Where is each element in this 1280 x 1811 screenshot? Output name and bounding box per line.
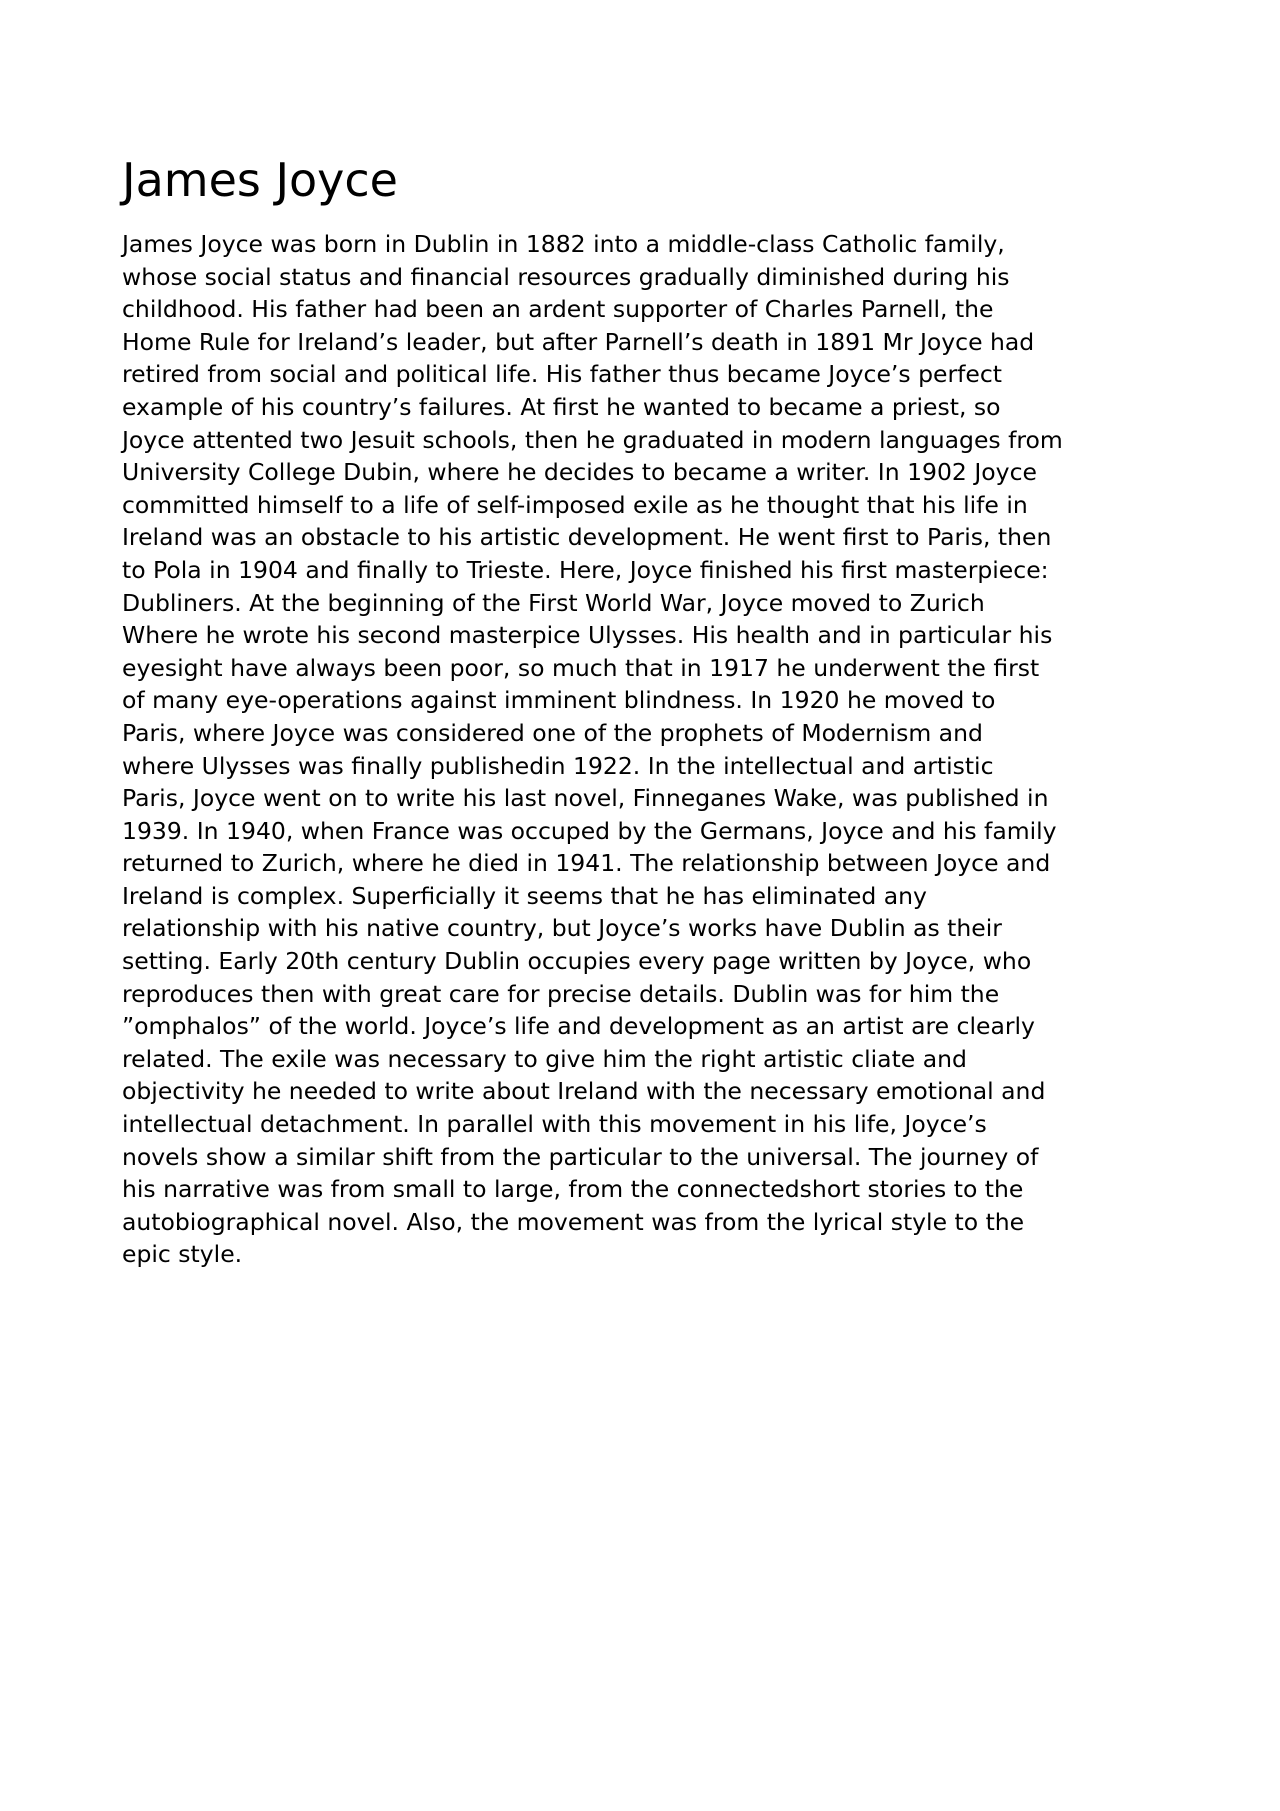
body-line: Joyce attented two Jesuit schools, then he graduated in modern languages from: [122, 425, 1063, 454]
body-line: Dubliners. At the beginning of the First World War, Joyce moved to Zurich: [122, 588, 985, 617]
body-line: of many eye-operations against imminent blindness. In 1920 he moved to: [122, 686, 996, 715]
document-body: [122, 228, 1182, 1271]
body-line: returned to Zurich, where he died in 1941. The relationship between Joyce and: [122, 849, 1051, 878]
body-line: ”omphalos” of the world. Joyce’s life and development as an artist are clearly: [122, 1012, 1035, 1041]
body-line: objectivity he needed to write about Ireland with the necessary emotional and: [122, 1077, 1046, 1106]
body-line: retired from social and political life. His father thus became Joyce’s perfect: [122, 360, 1002, 389]
body-line: Where he wrote his second masterpice Ulysses. His health and in particular his: [122, 621, 1053, 650]
body-line: childhood. His father had been an ardent supporter of Charles Parnell, the: [122, 295, 994, 324]
body-line: 1939. In 1940, when France was occuped by the Germans, Joyce and his family: [122, 816, 1057, 845]
body-line: related. The exile was necessary to give him the right artistic cliate and: [122, 1044, 967, 1073]
body-line: example of his country’s failures. At first he wanted to became a priest, so: [122, 392, 1001, 421]
body-line: Ireland was an obstacle to his artistic development. He went first to Paris, then: [122, 523, 1052, 552]
body-line: autobiographical novel. Also, the movement was from the lyrical style to the: [122, 1207, 1025, 1236]
body-line: Paris, Joyce went on to write his last novel, Finneganes Wake, was published in: [122, 784, 1049, 813]
body-line: eyesight have always been poor, so much that in 1917 he underwent the first: [122, 653, 1040, 682]
body-line: relationship with his native country, but Joyce’s works have Dublin as their: [122, 914, 1002, 943]
document-title: James Joyce: [122, 153, 398, 207]
body-line: James Joyce was born in Dublin in 1882 into a middle-class Catholic family,: [122, 230, 1005, 258]
body-line: Ireland is complex. Superficially it seems that he has eliminated any: [122, 881, 927, 910]
body-line: University College Dubin, where he decides to became a writer. In 1902 Joyce: [122, 458, 1037, 487]
body-line: whose social status and financial resources gradually diminished during his: [122, 262, 1010, 291]
body-line: Home Rule for Ireland’s leader, but after Parnell’s death in 1891 Mr Joyce had: [122, 327, 1035, 356]
body-line: setting. Early 20th century Dublin occupies every page written by Joyce, who: [122, 947, 1032, 976]
body-line: committed himself to a life of self-imposed exile as he thought that his life in: [122, 490, 1028, 519]
body-line: reproduces then with great care for precise details. Dublin was for him the: [122, 979, 1000, 1008]
body-line: intellectual detachment. In parallel with this movement in his life, Joyce’s: [122, 1110, 987, 1139]
body-line: his narrative was from small to large, from the connectedshort stories to the: [122, 1175, 1024, 1204]
body-line: Paris, where Joyce was considered one of the prophets of Modernism and: [122, 718, 983, 747]
body-line: epic style.: [122, 1240, 243, 1269]
body-line: to Pola in 1904 and finally to Trieste. Here, Joyce finished his first masterpiece:: [122, 555, 1049, 584]
body-line: novels show a similar shift from the particular to the universal. The journey of: [122, 1142, 1039, 1171]
body-line: where Ulysses was finally publishedin 1922. In the intellectual and artistic: [122, 751, 994, 780]
